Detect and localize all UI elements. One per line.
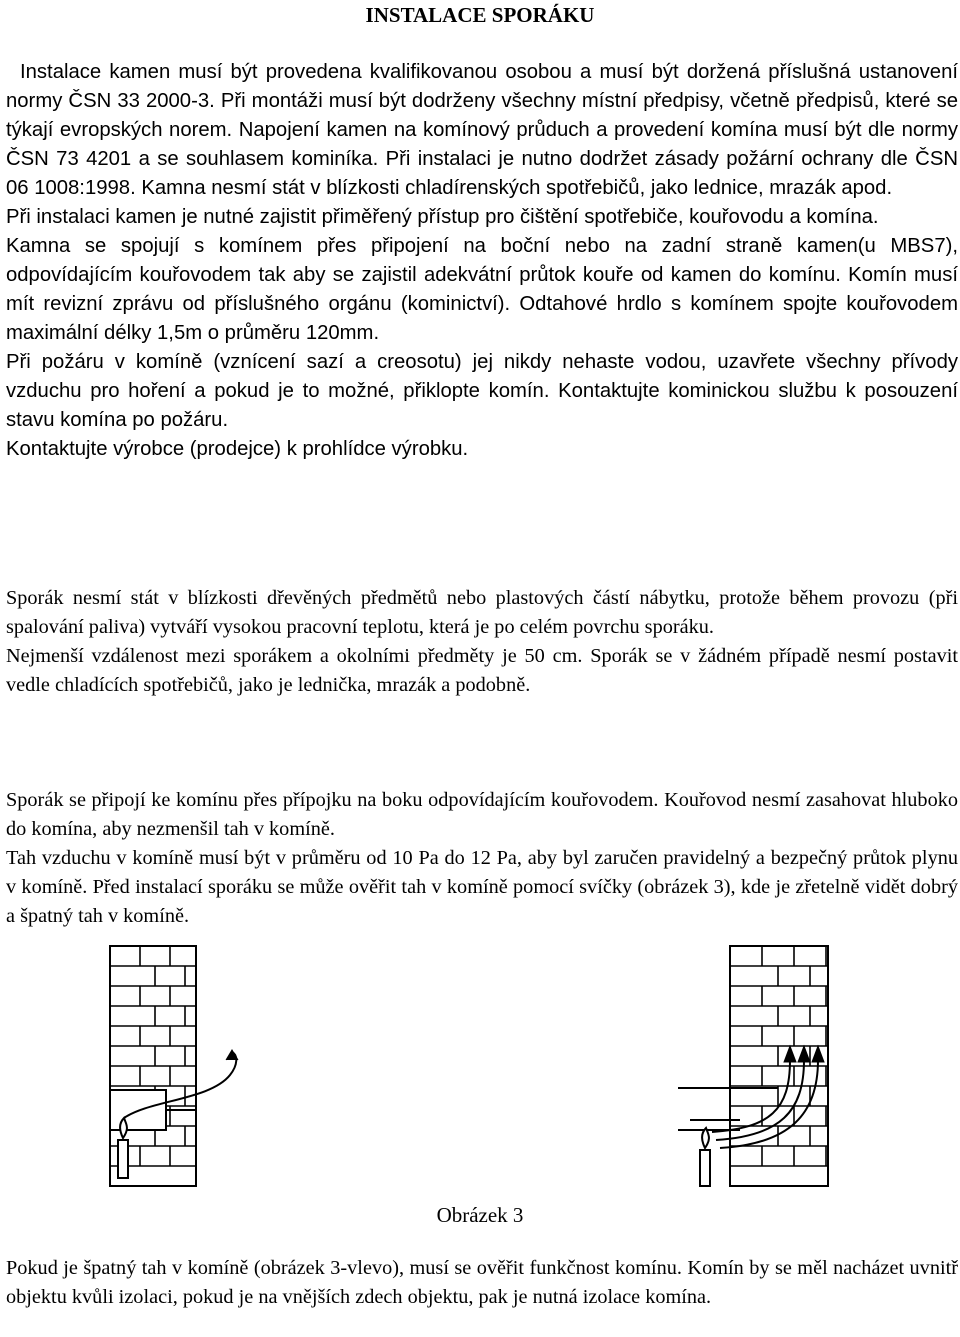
- paragraph-draft-pressure: Tah vzduchu v komíně musí být v průměru od 10 Pa do 12 Pa, aby byl zaručen pravidelný a bezpečný průtok plynu v komíně. Před instalací sporáku se může ověřit tah v komíně pomocí svíčky (obrázek 3), kde je zřetelně vidět dobrý a špatný tah v komíně.: [6, 847, 958, 927]
- paragraph-access: Při instalaci kamen je nutné zajistit přiměřený přístup pro čištění spotřebiče, kouřovodu a komína.: [6, 206, 879, 228]
- paragraph-manufacturer-contact: Kontaktujte výrobce (prodejce) k prohlídce výrobku.: [6, 438, 469, 460]
- chimney-right-good-draft: [678, 946, 828, 1186]
- paragraph-placement: Sporák nesmí stát v blízkosti dřevěných předmětů nebo plastových částí nábytku, protože během provozu (při spalování paliva) vytváří vysokou pracovní teplotu, která je po celém povrchu sporáku.: [6, 587, 958, 638]
- paragraph-chimney-fire: Při požáru v komíně (vznícení sazí a creosotu) jej nikdy nehaste vodou, uzavřete všechny přívody vzduchu pro hoření a pokud je to možné, přiklopte komín. Kontaktujte kominickou službu k posouzení stavu komína po požáru.: [6, 351, 958, 431]
- bad-draft-text: [6, 1254, 958, 1312]
- paragraph-min-distance: Nejmenší vzdálenost mezi sporákem a okolními předměty je 50 cm. Sporák se v žádném případě nesmí postavit vedle chladících spotřebičů, jako je lednička, mrazák a podobně.: [6, 645, 958, 696]
- paragraph-installation-standards: Instalace kamen musí být provedena kvalifikovanou osobou a musí být doržená příslušná ustanovení normy ČSN 33 2000-3. Při montáži musí být dodrženy všechny místní předpisy, včetně předpisů, které se týkají evropských norem. Napojení kamen na komínový průduch a provedení komína musí být dle normy ČSN 73 4201 a se souhlasem kominíka. Při instalaci je nutno dodržet zásady požární ochrany dle ČSN 06 1008:1998. Kamna nesmí stát v blízkosti chladírenských spotřebičů, jako lednice, mrazák apod.: [6, 61, 958, 199]
- figure-caption: Obrázek 3: [436, 1203, 524, 1227]
- paragraph-chimney-connection: Kamna se spojují s komínem přes připojení na boční nebo na zadní straně kamen(u MBS7), odpovídajícím kouřovodem tak aby se zajistil adekvátní průtok kouře od kamen do komínu. Komín musí mít revizní zprávu od příslušného orgánu (kominictví). Odtahové hrdlo s komínem spojte kouřovodem maximální délky 1,5m o průměru 120mm.: [6, 235, 958, 344]
- paragraph-flue-connection: Sporák se připojí ke komínu přes přípojku na boku odpovídajícím kouřovodem. Kouřovod nesmí zasahovat hluboko do komína, aby nezmenšil tah v komíně.: [6, 789, 958, 840]
- page-title: INSTALACE SPORÁKU: [365, 3, 595, 27]
- paragraph-bad-draft: Pokud je špatný tah v komíně (obrázek 3-vlevo), musí se ověřit funkčnost komínu. Komín by se měl nacházet uvnitř objektu kvůli izolaci, pokud je na vnějších zdech objektu, pak je nutná izolace komína.: [6, 1257, 958, 1308]
- chimney-left-bad-draft: [110, 946, 238, 1186]
